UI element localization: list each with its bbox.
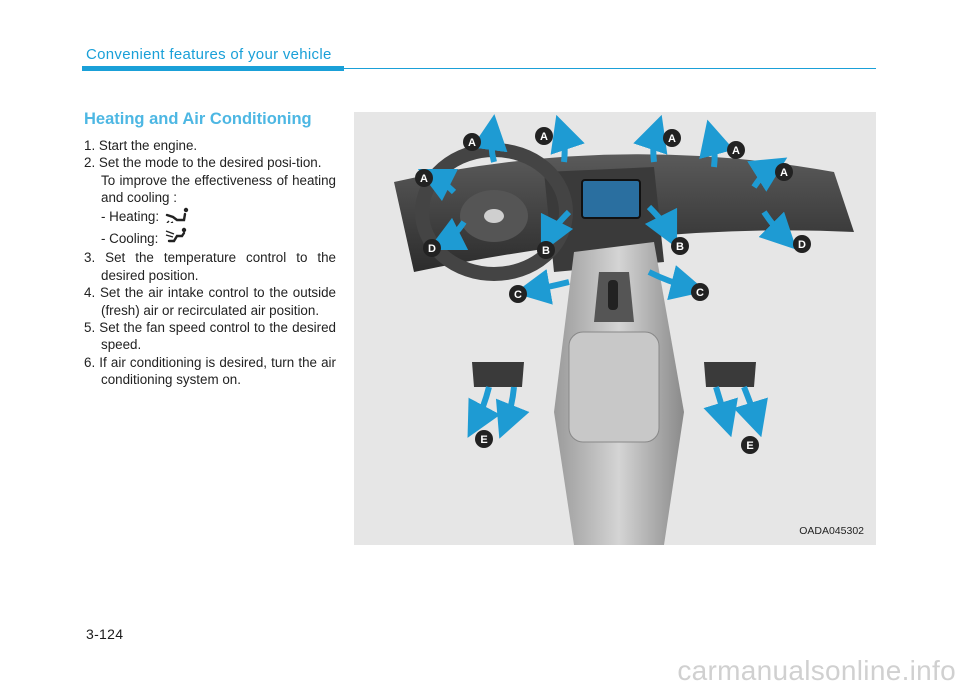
label-a-5 [415, 169, 433, 187]
header-rule [344, 68, 876, 69]
label-a-3 [663, 129, 681, 147]
heating-label: - Heating: [101, 209, 160, 225]
label-a-2 [535, 127, 553, 145]
label-a-6 [775, 163, 793, 181]
label-b-1 [537, 241, 555, 259]
center-display [582, 180, 640, 218]
header-title: Convenient features of your vehicle [86, 46, 332, 63]
label-e-2 [741, 436, 759, 454]
step-6: 6. If air conditioning is desired, turn the air conditioning system on. [84, 354, 336, 388]
page-number: 3-124 [86, 626, 124, 642]
svg-text:A: A [668, 133, 676, 145]
svg-text:A: A [540, 131, 548, 143]
figure-code: OADA045302 [799, 525, 864, 537]
label-c-1 [509, 285, 527, 303]
step-5: 5. Set the fan speed control to the desired speed. [84, 320, 336, 353]
svg-text:C: C [514, 289, 522, 301]
rear-vent-left [472, 362, 524, 387]
step-4: 4. Set the air intake control to the outside (fresh) air or recirculated air position. [84, 285, 336, 318]
instruction-list [84, 137, 336, 389]
svg-text:B: B [542, 245, 550, 257]
label-d-2 [793, 235, 811, 253]
svg-text:E: E [746, 440, 754, 452]
dashboard-illustration [354, 112, 876, 545]
label-a-1 [463, 133, 481, 151]
label-c-2 [691, 283, 709, 301]
watermark: carmanualsonline.info [677, 655, 956, 686]
svg-text:C: C [696, 287, 704, 299]
label-e-1 [475, 430, 493, 448]
armrest [569, 332, 659, 442]
face-mode-icon [164, 227, 190, 249]
svg-text:B: B [676, 241, 684, 253]
svg-text:A: A [468, 137, 476, 149]
step-2: 2. Set the mode to the desired posi-tion. [84, 155, 322, 171]
heating-mode [84, 207, 336, 227]
cooling-label: - Cooling: [101, 230, 159, 246]
label-b-2 [671, 237, 689, 255]
floor-mode-icon [165, 207, 191, 227]
label-d-1 [423, 239, 441, 257]
rear-vent-right [704, 362, 756, 387]
svg-text:A: A [420, 173, 428, 185]
section-title: Heating and Air Conditioning [84, 110, 312, 128]
step-1: 1. Start the engine. [84, 138, 198, 153]
step-2-note: To improve the effectiveness of heating and cooling : [101, 172, 336, 206]
svg-text:A: A [780, 167, 788, 179]
label-a-4 [727, 141, 745, 159]
svg-text:D: D [428, 243, 436, 255]
vent-diagram [354, 112, 876, 545]
step-3: 3. Set the temperature control to the desired position. [84, 250, 336, 283]
svg-text:A: A [732, 145, 740, 157]
cooling-mode [84, 227, 336, 249]
svg-text:E: E [480, 434, 488, 446]
svg-text:D: D [798, 239, 806, 251]
header-bar [82, 66, 344, 71]
